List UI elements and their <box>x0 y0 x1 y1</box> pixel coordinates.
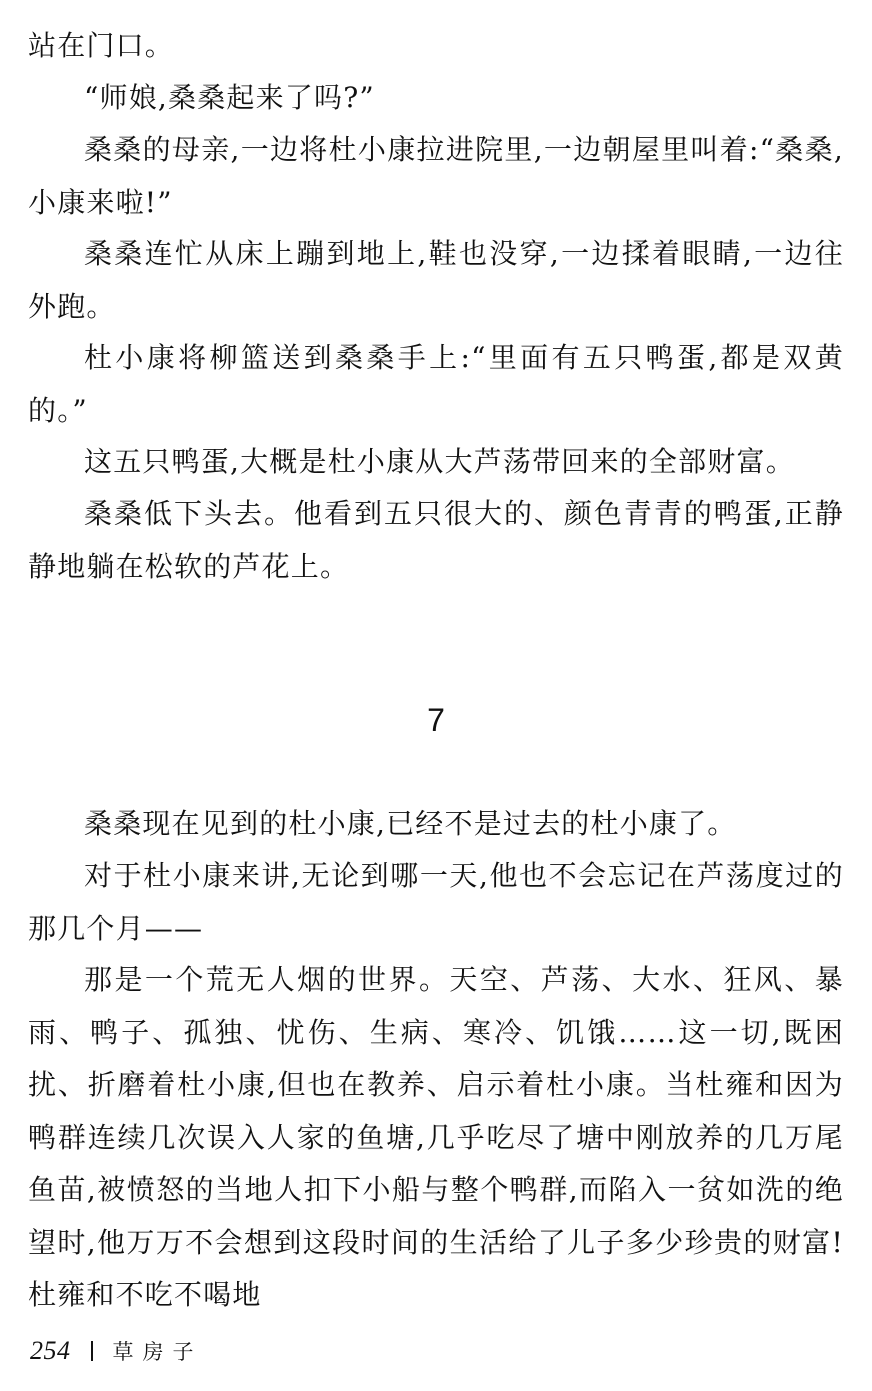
paragraph: 站在门口。 <box>28 29 175 62</box>
paragraph: 桑桑连忙从床上蹦到地上,鞋也没穿,一边揉着眼睛,一边往外跑。 <box>28 237 844 323</box>
paragraph: 对于杜小康来讲,无论到哪一天,他也不会忘记在芦荡度过的那几个月—— <box>28 859 844 945</box>
paragraph: “师娘,桑桑起来了吗?” <box>84 81 375 114</box>
paragraph: 桑桑现在见到的杜小康,已经不是过去的杜小康了。 <box>84 807 737 840</box>
chapter-number: 7 <box>427 702 445 738</box>
paragraph: 这五只鸭蛋,大概是杜小康从大芦荡带回来的全部财富。 <box>84 445 795 478</box>
footer-divider <box>91 1341 93 1361</box>
paragraph: 杜小康将柳篮送到桑桑手上:“里面有五只鸭蛋,都是双黄的。” <box>28 341 844 427</box>
page-number: 254 <box>30 1336 71 1365</box>
paragraph: 桑桑低下头去。他看到五只很大的、颜色青青的鸭蛋,正静静地躺在松软的芦花上。 <box>28 497 844 583</box>
paragraph: 桑桑的母亲,一边将杜小康拉进院里,一边朝屋里叫着:“桑桑,小康来啦!” <box>28 133 844 219</box>
page-footer <box>30 1334 203 1368</box>
paragraph: 那是一个荒无人烟的世界。天空、芦荡、大水、狂风、暴雨、鸭子、孤独、忧伤、生病、寒冷、饥饿……这一切,既困扰、折磨着杜小康,但也在教养、启示着杜小康。当杜雍和因为鸭群连续几次误入人家的鱼塘,几乎吃尽了塘中刚放养的几万尾鱼苗,被愤怒的当地人扣下小船与整个鸭群,而陷入一贫如洗的绝望时,他万万不会想到这段时间的生活给了儿子多少珍贵的财富!杜雍和不吃不喝地 <box>28 963 844 1311</box>
book-title: 草房子 <box>112 1340 203 1364</box>
